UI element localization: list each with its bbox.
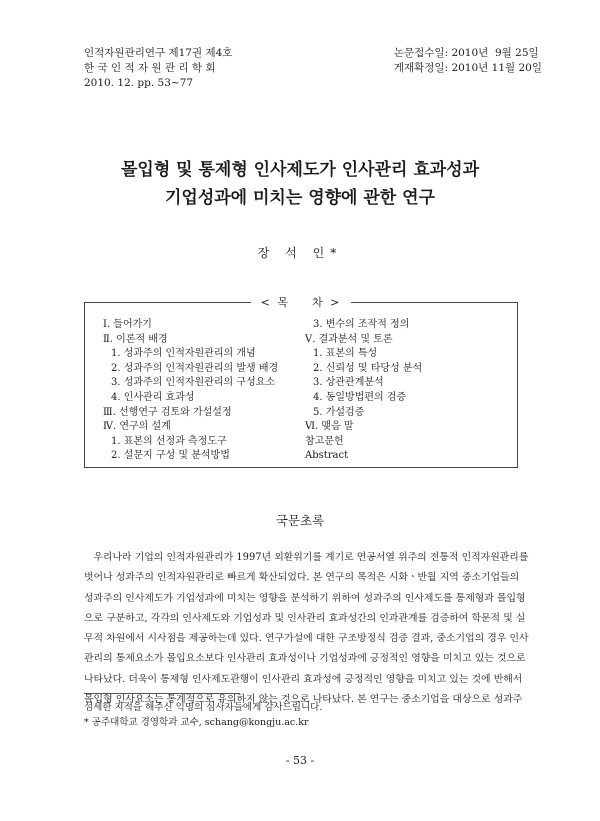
toc-item: 참고문헌 bbox=[305, 435, 344, 447]
abstract-body bbox=[84, 548, 529, 710]
toc-item: 1. 성과주의 인적자원관리의 개념 bbox=[111, 348, 256, 360]
paper-title bbox=[0, 156, 600, 212]
title-line-2: 기업성과에 미치는 영향에 관한 연구 bbox=[164, 188, 435, 208]
toc-item: Ⅱ. 이론적 배경 bbox=[103, 333, 168, 345]
toc-item: Ⅲ. 선행연구 검토와 가설설정 bbox=[103, 406, 232, 418]
page-number: - 53 - bbox=[285, 754, 315, 767]
journal-name: 인적자원관리연구 제17권 제4호 bbox=[84, 47, 233, 59]
toc-item: 3. 성과주의 인적자원관리의 구성요소 bbox=[111, 377, 275, 389]
toc-item: 2. 설문지 구성 및 분석방법 bbox=[111, 450, 230, 462]
toc-heading: < 목 차 > bbox=[85, 294, 517, 310]
accepted-date: 게재확정일: 2010년 11월 20일 bbox=[393, 62, 542, 74]
footnote: 섬세한 지적을 해주신 익명의 심사자들에게 감사드립니다. bbox=[84, 702, 323, 713]
issue-info: 2010. 12. pp. 53~77 bbox=[84, 77, 194, 89]
toc-right-column bbox=[305, 318, 422, 464]
toc-item: 4. 인사관리 효과성 bbox=[111, 391, 195, 403]
toc-item: 2. 성과주의 인적자원관리의 발생 배경 bbox=[111, 362, 279, 374]
abstract-line: 나타났다. 더욱이 통제형 인사제도관행이 인사관리 효과성에 긍정적인 영향을 미치고 있는 것에 반해서 bbox=[84, 673, 523, 685]
abstract-line: 우리나라 기업의 인적자원관리가 1997년 외환위기를 계기로 연공서열 위주의 전통적 인적자원관리를 bbox=[84, 552, 529, 563]
toc-item: Ⅰ. 들어가기 bbox=[103, 319, 152, 330]
received-date: 논문접수일: 2010년 9월 25일 bbox=[393, 47, 539, 59]
abstract-line: 관리의 통제요소가 몰입요소보다 인사관리 효과성이나 기업성과에 긍정적인 영향을 미치고 있는 것으로 bbox=[84, 653, 526, 665]
toc-item: 1. 표본의 선정과 측정도구 bbox=[111, 435, 227, 447]
toc-item: 2. 신뢰성 및 타당성 분석 bbox=[313, 362, 423, 374]
footnotes bbox=[84, 700, 322, 730]
table-of-contents bbox=[84, 296, 518, 468]
toc-item: 4. 동일방법편의 검증 bbox=[313, 391, 407, 403]
toc-item: Ⅳ. 연구의 설계 bbox=[103, 421, 171, 433]
toc-item: Ⅴ. 결과분석 및 토론 bbox=[305, 333, 393, 345]
journal-header bbox=[84, 46, 232, 91]
toc-item: Ⅵ. 맺음 말 bbox=[305, 421, 354, 433]
toc-item: Abstract bbox=[305, 450, 349, 462]
abstract-line: 몰입형 인사요소는 통계적으로 유의하지 않는 것으로 나타났다. 본 연구는 중소기업을 대상으로 성과주 bbox=[84, 694, 523, 706]
title-line-1: 몰입형 및 통제형 인사제도가 인사관리 효과성과 bbox=[120, 160, 480, 180]
toc-left-column bbox=[103, 318, 278, 464]
toc-item: 5. 가설검증 bbox=[313, 406, 365, 418]
abstract-line: 으로 구분하고, 각각의 인사제도와 기업성과 및 인사관리 효과성간의 인과관계를 검증하여 학문적 및 실 bbox=[84, 612, 526, 624]
footnote-divider bbox=[84, 693, 240, 694]
submission-dates bbox=[394, 46, 542, 76]
abstract-title: 국문초록 bbox=[275, 513, 325, 528]
toc-item: 1. 표본의 특성 bbox=[313, 348, 378, 360]
abstract-line: 무적 차원에서 시사점을 제공하는데 있다. 연구가설에 대한 구조방정식 검증 결과, 중소기업의 경우 인사 bbox=[84, 633, 529, 645]
author-name: 장 석 인* bbox=[257, 246, 343, 260]
abstract-line: 벗어나 성과주의 인적자원관리로 빠르게 확산되었다. 본 연구의 목적은 시화ㆍ반월 지역 중소기업들의 bbox=[84, 572, 520, 584]
society-name: 한 국 인 적 자 원 관 리 학 회 bbox=[84, 62, 216, 74]
toc-item: 3. 변수의 조작적 정의 bbox=[313, 319, 410, 330]
toc-item: 3. 상관관계분석 bbox=[313, 377, 384, 389]
abstract-line: 성과주의 인사제도가 기업성과에 미치는 영향을 분석하기 위하여 성과주의 인사제도를 통제형과 몰입형 bbox=[84, 592, 526, 604]
footnote: * 공주대학교 경영학과 교수, schang@kongju.ac.kr bbox=[84, 717, 309, 728]
